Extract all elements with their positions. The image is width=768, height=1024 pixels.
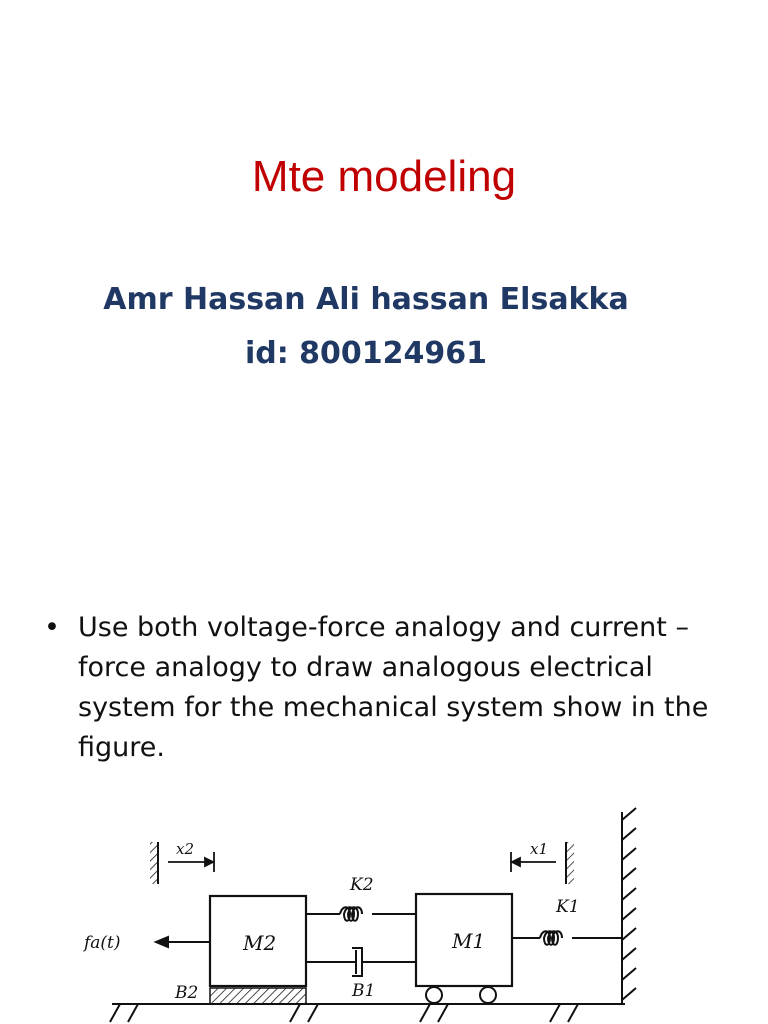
b1-label: B1 bbox=[352, 981, 376, 1001]
damper-b1 bbox=[306, 948, 416, 976]
spring-k2 bbox=[306, 907, 416, 921]
m1-roller-right bbox=[480, 987, 496, 1003]
b2-label: B2 bbox=[175, 983, 199, 1003]
force-arrow bbox=[156, 937, 210, 947]
k2-label: K2 bbox=[350, 875, 374, 895]
mechanical-system-diagram bbox=[0, 790, 768, 1024]
x1-label: x1 bbox=[530, 840, 549, 858]
student-id: id: 800124961 bbox=[244, 336, 488, 371]
ground bbox=[110, 1004, 625, 1022]
x1-reference-wall bbox=[566, 842, 574, 884]
slide-title: Mte modeling bbox=[251, 152, 517, 201]
m2-label: M2 bbox=[243, 931, 277, 955]
bullet-icon: • bbox=[44, 612, 60, 643]
bullet-item bbox=[44, 608, 734, 768]
k1-label: K1 bbox=[556, 897, 580, 917]
m1-label: M1 bbox=[452, 929, 486, 953]
author-name: Amr Hassan Ali hassan Elsakka bbox=[103, 282, 629, 317]
right-wall bbox=[622, 808, 636, 1004]
b2-friction-surface bbox=[210, 988, 306, 1004]
m1-roller-left bbox=[426, 987, 442, 1003]
spring-k1 bbox=[512, 931, 622, 945]
bullet-text: Use both voltage-force analogy and current – force analogy to draw analogous electrical system for the mechanical system show in the figure. bbox=[78, 612, 709, 763]
x2-reference-wall bbox=[150, 842, 158, 884]
force-label: fa(t) bbox=[84, 933, 121, 953]
x2-label: x2 bbox=[176, 840, 195, 858]
